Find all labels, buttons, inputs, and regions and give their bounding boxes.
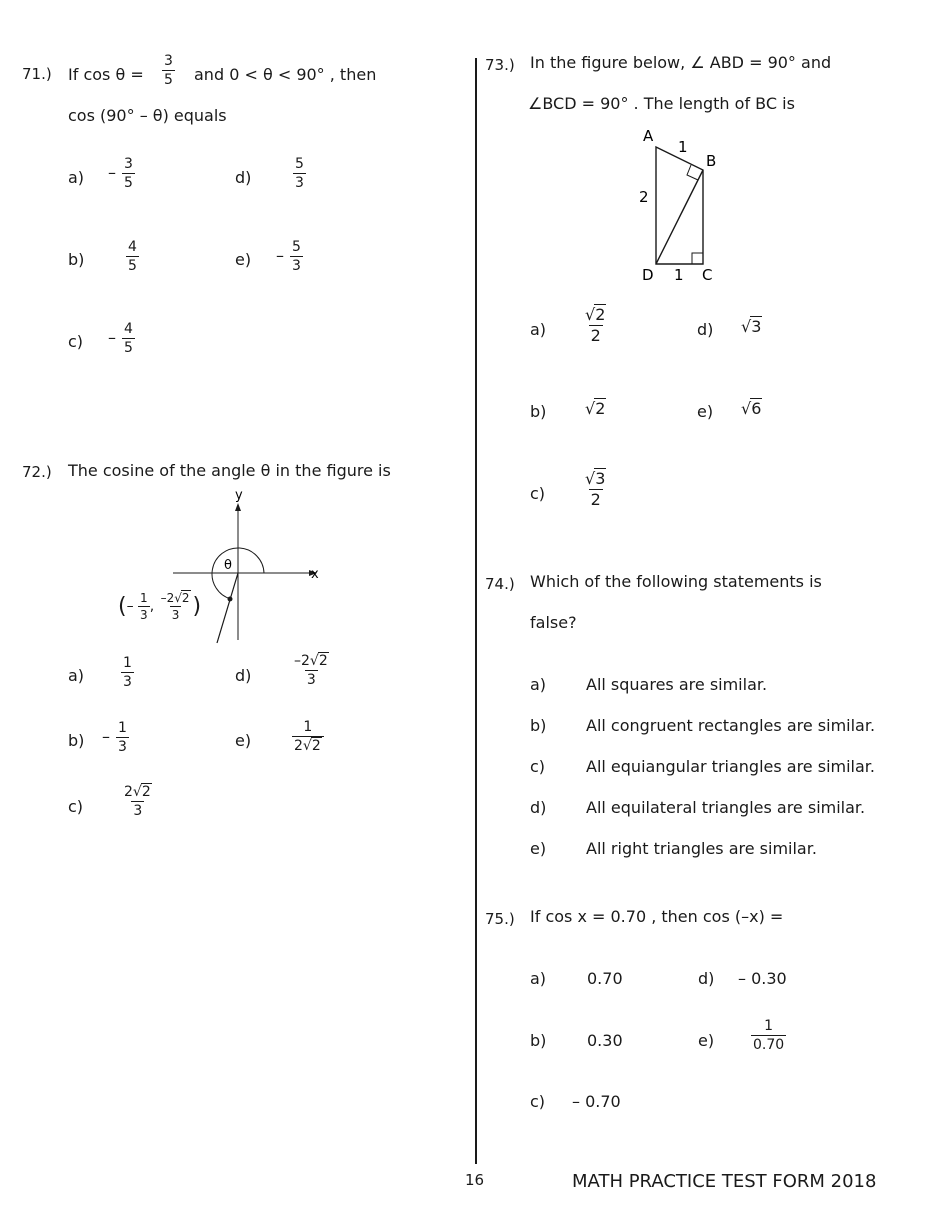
choice-label[interactable]: b) <box>68 731 85 750</box>
y-axis-arrow <box>235 503 241 511</box>
question-text: If cos θ = <box>68 65 144 84</box>
form-title: MATH PRACTICE TEST FORM 2018 <box>572 1171 877 1192</box>
choice-value[interactable]: – $\frac{3}{5}$ <box>108 156 133 191</box>
choice-text[interactable]: All equiangular triangles are similar. <box>586 757 875 776</box>
choice-label[interactable]: a) <box>530 969 547 988</box>
choice-label[interactable]: d) <box>697 320 714 339</box>
choice-label[interactable]: b) <box>530 402 547 421</box>
choice-value[interactable]: $\frac{2√2}{3}$ <box>124 784 151 819</box>
theta-label: θ <box>224 558 232 573</box>
choice-label[interactable]: c) <box>530 757 546 776</box>
choice-value[interactable]: – $\frac{5}{3}$ <box>276 239 301 274</box>
choice-label[interactable]: c) <box>68 797 84 816</box>
x-axis-label: x <box>311 567 319 582</box>
label-a: A <box>643 127 654 145</box>
choice-value[interactable]: 0.70 <box>587 969 623 988</box>
point-marker <box>228 597 233 602</box>
choice-label[interactable]: c) <box>530 1092 546 1111</box>
question-number: 75.) <box>485 910 515 928</box>
choice-text[interactable]: All squares are similar. <box>586 675 768 694</box>
y-axis-label: y <box>235 488 243 503</box>
question-text: Which of the following statements is <box>530 572 822 591</box>
choice-label[interactable]: d) <box>235 666 252 685</box>
choice-value[interactable]: $\frac{-2√2}{3}$ <box>294 653 328 688</box>
terminal-ray <box>217 573 238 643</box>
choice-label[interactable]: a) <box>68 666 85 685</box>
right-angle-c <box>692 253 703 264</box>
page-number: 16 <box>465 1171 485 1189</box>
choice-label[interactable]: d) <box>698 969 715 988</box>
choice-label[interactable]: b) <box>530 716 547 735</box>
quadrilateral-abcd <box>656 147 703 264</box>
question-text: false? <box>530 613 577 632</box>
choice-label[interactable]: a) <box>530 675 547 694</box>
choice-text[interactable]: All right triangles are similar. <box>586 839 817 858</box>
choice-value[interactable]: $\frac{√3}{2}$ <box>585 469 606 509</box>
question-number: 71.) <box>22 65 52 83</box>
length-ad: 2 <box>639 188 649 206</box>
choice-value[interactable]: √6 <box>741 399 762 418</box>
question-text: If cos x = 0.70 , then cos (–x) = <box>530 907 784 926</box>
label-c: C <box>702 266 713 284</box>
choice-value[interactable]: $\frac{1}{3}$ <box>123 655 132 690</box>
diagonal-bd <box>656 170 703 264</box>
point-coordinates: (– $\frac{1}{3}$ , $\frac{-2√2}{3}$ ) <box>118 591 202 622</box>
question-text: In the figure below, ∠ ABD = 90° and <box>530 53 832 72</box>
choice-value[interactable]: $\frac{1}{0.70}$ <box>753 1018 785 1053</box>
choice-label[interactable]: a) <box>530 320 547 339</box>
choice-value[interactable]: – $\frac{1}{3}$ <box>102 720 127 755</box>
choice-label[interactable]: d) <box>530 798 547 817</box>
choice-label[interactable]: b) <box>530 1031 547 1050</box>
choice-text[interactable]: All equilateral triangles are similar. <box>586 798 866 817</box>
fraction: $\frac{3}{5}$ <box>164 53 173 88</box>
triangle-figure <box>630 122 730 287</box>
choice-label[interactable]: e) <box>697 402 714 421</box>
choice-value[interactable]: √2 <box>585 399 606 418</box>
choice-value[interactable]: – 0.70 <box>572 1092 621 1111</box>
length-ab: 1 <box>678 138 688 156</box>
choice-text[interactable]: All congruent rectangles are similar. <box>586 716 876 735</box>
choice-value[interactable]: – $\frac{4}{5}$ <box>108 321 133 356</box>
question-number: 74.) <box>485 575 515 593</box>
choice-label[interactable]: e) <box>698 1031 715 1050</box>
choice-label[interactable]: c) <box>530 484 546 503</box>
choice-value[interactable]: 0.30 <box>587 1031 623 1050</box>
choice-label[interactable]: a) <box>68 168 85 187</box>
choice-label[interactable]: e) <box>235 250 252 269</box>
choice-value[interactable]: $\frac{1}{2√2}$ <box>292 720 324 753</box>
question-text: cos (90° – θ) equals <box>68 106 227 125</box>
choice-label[interactable]: b) <box>68 250 85 269</box>
label-b: B <box>706 152 717 170</box>
choice-label[interactable]: e) <box>235 731 252 750</box>
coordinate-figure <box>160 488 330 648</box>
choice-label[interactable]: c) <box>68 332 84 351</box>
length-dc: 1 <box>674 266 684 284</box>
choice-value[interactable]: $\frac{5}{3}$ <box>295 156 304 191</box>
label-d: D <box>642 266 654 284</box>
column-divider <box>475 58 477 1164</box>
question-text: and 0 < θ < 90° , then <box>194 65 377 84</box>
question-text: ∠BCD = 90° . The length of BC is <box>528 94 795 113</box>
question-text: The cosine of the angle θ in the figure is <box>68 461 391 480</box>
choice-label[interactable]: e) <box>530 839 547 858</box>
question-number: 72.) <box>22 463 52 481</box>
choice-value[interactable]: √3 <box>741 317 762 336</box>
choice-value[interactable]: – 0.30 <box>738 969 787 988</box>
choice-value[interactable]: $\frac{4}{5}$ <box>128 239 137 274</box>
question-number: 73.) <box>485 56 515 74</box>
choice-label[interactable]: d) <box>235 168 252 187</box>
choice-value[interactable]: $\frac{√2}{2}$ <box>585 305 606 345</box>
